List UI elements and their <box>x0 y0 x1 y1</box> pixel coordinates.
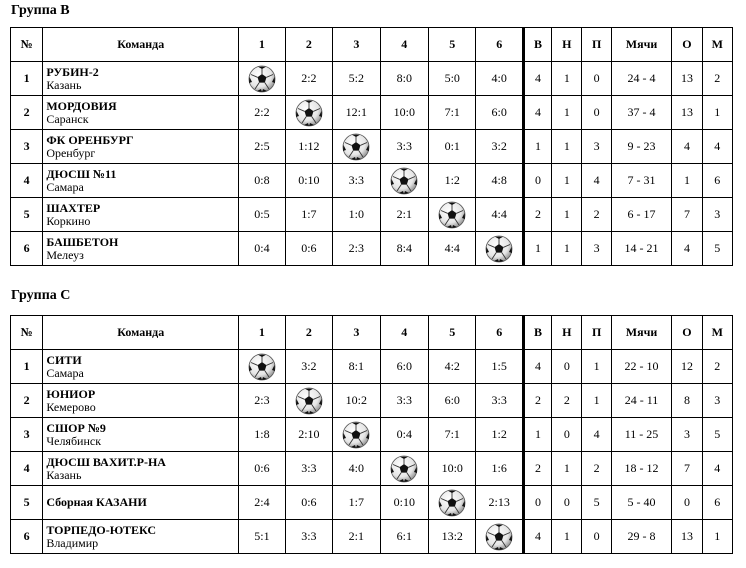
soccer-ball-icon <box>390 167 418 195</box>
self-match-cell <box>380 164 428 198</box>
header-draws: Н <box>552 28 582 62</box>
team-city: Саранск <box>46 111 89 126</box>
goals: 14 - 21 <box>611 232 672 266</box>
team-cell <box>43 62 239 96</box>
points: 4 <box>672 232 702 266</box>
header-game-3: 3 <box>333 316 380 350</box>
match-result: 4:0 <box>476 62 523 96</box>
match-result: 6:1 <box>380 520 428 554</box>
place: 4 <box>702 452 732 486</box>
goals: 18 - 12 <box>611 452 672 486</box>
team-name: БАШБЕТОН <box>46 234 119 249</box>
table-row <box>11 232 733 266</box>
goals: 29 - 8 <box>611 520 672 554</box>
match-result: 3:3 <box>380 384 428 418</box>
losses: 4 <box>582 418 611 452</box>
match-result: 2:10 <box>285 418 332 452</box>
match-result: 8:1 <box>333 350 380 384</box>
place: 2 <box>702 350 732 384</box>
points: 3 <box>672 418 702 452</box>
soccer-ball-icon <box>295 99 323 127</box>
wins: 4 <box>523 520 551 554</box>
match-result: 5:2 <box>333 62 380 96</box>
row-number: 4 <box>11 164 43 198</box>
wins: 4 <box>523 62 551 96</box>
wins: 1 <box>523 418 551 452</box>
self-match-cell <box>380 452 428 486</box>
draws: 1 <box>552 198 582 232</box>
match-result: 0:6 <box>285 232 332 266</box>
place: 5 <box>702 232 732 266</box>
header-game-6: 6 <box>476 28 523 62</box>
match-result: 4:4 <box>429 232 476 266</box>
draws: 0 <box>552 486 582 520</box>
team-city: Челябинск <box>46 433 102 448</box>
team-city: Коркино <box>46 213 91 228</box>
header-num: № <box>11 316 43 350</box>
goals: 9 - 23 <box>611 130 672 164</box>
row-number: 5 <box>11 198 43 232</box>
wins: 1 <box>523 232 551 266</box>
header-losses: П <box>582 28 611 62</box>
match-result: 0:1 <box>429 130 476 164</box>
group-c-title: Группа С <box>11 288 71 303</box>
table-row <box>11 350 733 384</box>
self-match-cell <box>239 62 285 96</box>
self-match-cell <box>476 520 523 554</box>
team-city: Кемерово <box>46 399 96 414</box>
header-game-5: 5 <box>429 316 476 350</box>
match-result: 2:2 <box>239 96 285 130</box>
place: 6 <box>702 486 732 520</box>
team-city: Казань <box>46 467 82 482</box>
self-match-cell <box>239 350 285 384</box>
wins: 2 <box>523 198 551 232</box>
table-row <box>11 62 733 96</box>
goals: 24 - 11 <box>611 384 672 418</box>
soccer-ball-icon <box>485 523 513 551</box>
header-game-1: 1 <box>239 28 285 62</box>
match-result: 3:3 <box>285 452 332 486</box>
losses: 0 <box>582 520 611 554</box>
match-result: 10:2 <box>333 384 380 418</box>
place: 4 <box>702 130 732 164</box>
header-game-5: 5 <box>429 28 476 62</box>
match-result: 1:12 <box>285 130 332 164</box>
match-result: 7:1 <box>429 418 476 452</box>
table-row <box>11 130 733 164</box>
header-draws: Н <box>552 316 582 350</box>
draws: 1 <box>552 232 582 266</box>
table-row <box>11 198 733 232</box>
row-number: 6 <box>11 232 43 266</box>
table-row <box>11 96 733 130</box>
losses: 1 <box>582 350 611 384</box>
team-name: ФК ОРЕНБУРГ <box>46 132 134 147</box>
match-result: 8:4 <box>380 232 428 266</box>
self-match-cell <box>476 232 523 266</box>
match-result: 3:3 <box>285 520 332 554</box>
team-city: Мелеуз <box>46 247 84 262</box>
match-result: 2:3 <box>333 232 380 266</box>
losses: 1 <box>582 384 611 418</box>
goals: 37 - 4 <box>611 96 672 130</box>
wins: 0 <box>523 164 551 198</box>
points: 8 <box>672 384 702 418</box>
points: 13 <box>672 62 702 96</box>
header-team: Команда <box>43 28 239 62</box>
header-goals: Мячи <box>611 316 672 350</box>
match-result: 6:0 <box>380 350 428 384</box>
match-result: 0:8 <box>239 164 285 198</box>
team-name: РУБИН-2 <box>46 64 99 79</box>
match-result: 1:2 <box>476 418 523 452</box>
header-game-2: 2 <box>285 28 332 62</box>
header-game-6: 6 <box>476 316 523 350</box>
header-team: Команда <box>43 316 239 350</box>
match-result: 5:0 <box>429 62 476 96</box>
self-match-cell <box>429 198 476 232</box>
match-result: 0:10 <box>380 486 428 520</box>
match-result: 6:0 <box>476 96 523 130</box>
self-match-cell <box>285 96 332 130</box>
table-row <box>11 164 733 198</box>
team-city: Самара <box>46 179 84 194</box>
goals: 5 - 40 <box>611 486 672 520</box>
header-game-2: 2 <box>285 316 332 350</box>
match-result: 2:13 <box>476 486 523 520</box>
place: 5 <box>702 418 732 452</box>
header-row <box>11 316 733 350</box>
header-game-1: 1 <box>239 316 285 350</box>
team-name: ДЮСШ ВАХИТ.Р-НА <box>46 454 166 469</box>
draws: 0 <box>552 418 582 452</box>
match-result: 1:7 <box>285 198 332 232</box>
place: 2 <box>702 62 732 96</box>
match-result: 4:4 <box>476 198 523 232</box>
header-goals: Мячи <box>611 28 672 62</box>
self-match-cell <box>333 130 380 164</box>
match-result: 1:0 <box>333 198 380 232</box>
wins: 1 <box>523 130 551 164</box>
losses: 3 <box>582 130 611 164</box>
draws: 0 <box>552 350 582 384</box>
row-number: 2 <box>11 96 43 130</box>
header-losses: П <box>582 316 611 350</box>
wins: 4 <box>523 96 551 130</box>
self-match-cell <box>429 486 476 520</box>
team-name: ТОРПЕДО-ЮТЕКС <box>46 522 157 537</box>
points: 0 <box>672 486 702 520</box>
soccer-ball-icon <box>342 421 370 449</box>
soccer-ball-icon <box>248 353 276 381</box>
team-cell <box>43 350 239 384</box>
group-b-title: Группа В <box>11 3 70 18</box>
match-result: 13:2 <box>429 520 476 554</box>
wins: 2 <box>523 384 551 418</box>
match-result: 3:2 <box>285 350 332 384</box>
self-match-cell <box>333 418 380 452</box>
match-result: 4:0 <box>333 452 380 486</box>
team-name: СИТИ <box>46 352 82 367</box>
header-points: О <box>672 316 702 350</box>
team-name: ЮНИОР <box>46 386 96 401</box>
match-result: 3:2 <box>476 130 523 164</box>
match-result: 2:1 <box>333 520 380 554</box>
match-result: 0:6 <box>239 452 285 486</box>
row-number: 3 <box>11 418 43 452</box>
goals: 6 - 17 <box>611 198 672 232</box>
team-cell <box>43 520 239 554</box>
match-result: 10:0 <box>429 452 476 486</box>
points: 4 <box>672 130 702 164</box>
match-result: 2:1 <box>380 198 428 232</box>
goals: 22 - 10 <box>611 350 672 384</box>
row-number: 1 <box>11 62 43 96</box>
row-number: 2 <box>11 384 43 418</box>
goals: 7 - 31 <box>611 164 672 198</box>
match-result: 4:8 <box>476 164 523 198</box>
table-row <box>11 384 733 418</box>
match-result: 3:3 <box>476 384 523 418</box>
row-number: 4 <box>11 452 43 486</box>
team-cell <box>43 486 239 520</box>
match-result: 1:7 <box>333 486 380 520</box>
place: 1 <box>702 520 732 554</box>
team-city: Владимир <box>46 535 99 550</box>
match-result: 0:5 <box>239 198 285 232</box>
match-result: 10:0 <box>380 96 428 130</box>
team-name: СШОР №9 <box>46 420 106 435</box>
header-game-4: 4 <box>380 28 428 62</box>
place: 3 <box>702 198 732 232</box>
team-name: Сборная КАЗАНИ <box>46 495 147 509</box>
losses: 5 <box>582 486 611 520</box>
losses: 3 <box>582 232 611 266</box>
team-cell <box>43 418 239 452</box>
team-name: МОРДОВИЯ <box>46 98 117 113</box>
match-result: 2:2 <box>285 62 332 96</box>
team-cell <box>43 198 239 232</box>
header-num: № <box>11 28 43 62</box>
row-number: 3 <box>11 130 43 164</box>
match-result: 5:1 <box>239 520 285 554</box>
losses: 0 <box>582 96 611 130</box>
place: 6 <box>702 164 732 198</box>
place: 1 <box>702 96 732 130</box>
draws: 1 <box>552 452 582 486</box>
goals: 11 - 25 <box>611 418 672 452</box>
team-cell <box>43 164 239 198</box>
points: 12 <box>672 350 702 384</box>
table-row <box>11 452 733 486</box>
match-result: 2:5 <box>239 130 285 164</box>
match-result: 2:4 <box>239 486 285 520</box>
soccer-ball-icon <box>438 489 466 517</box>
header-place: М <box>702 316 732 350</box>
header-game-4: 4 <box>380 316 428 350</box>
match-result: 2:3 <box>239 384 285 418</box>
match-result: 1:5 <box>476 350 523 384</box>
team-city: Оренбург <box>46 145 96 160</box>
team-cell <box>43 452 239 486</box>
row-number: 6 <box>11 520 43 554</box>
match-result: 0:10 <box>285 164 332 198</box>
row-number: 1 <box>11 350 43 384</box>
table-row <box>11 418 733 452</box>
losses: 2 <box>582 452 611 486</box>
draws: 1 <box>552 164 582 198</box>
group-b-table <box>10 27 733 266</box>
team-cell <box>43 384 239 418</box>
match-result: 4:2 <box>429 350 476 384</box>
match-result: 0:4 <box>239 232 285 266</box>
table-row <box>11 486 733 520</box>
team-city: Самара <box>46 365 84 380</box>
team-name: ШАХТЕР <box>46 200 101 215</box>
row-number: 5 <box>11 486 43 520</box>
points: 7 <box>672 452 702 486</box>
points: 7 <box>672 198 702 232</box>
soccer-ball-icon <box>295 387 323 415</box>
team-cell <box>43 232 239 266</box>
wins: 0 <box>523 486 551 520</box>
points: 13 <box>672 96 702 130</box>
table-row <box>11 520 733 554</box>
points: 13 <box>672 520 702 554</box>
match-result: 0:4 <box>380 418 428 452</box>
place: 3 <box>702 384 732 418</box>
team-name: ДЮСШ №11 <box>46 166 117 181</box>
match-result: 1:8 <box>239 418 285 452</box>
header-place: М <box>702 28 732 62</box>
team-cell <box>43 96 239 130</box>
self-match-cell <box>285 384 332 418</box>
draws: 1 <box>552 62 582 96</box>
points: 1 <box>672 164 702 198</box>
header-wins: В <box>523 28 551 62</box>
team-city: Казань <box>46 77 82 92</box>
soccer-ball-icon <box>390 455 418 483</box>
draws: 2 <box>552 384 582 418</box>
match-result: 1:6 <box>476 452 523 486</box>
losses: 0 <box>582 62 611 96</box>
losses: 2 <box>582 198 611 232</box>
header-row <box>11 28 733 62</box>
match-result: 0:6 <box>285 486 332 520</box>
goals: 24 - 4 <box>611 62 672 96</box>
match-result: 6:0 <box>429 384 476 418</box>
wins: 4 <box>523 350 551 384</box>
match-result: 1:2 <box>429 164 476 198</box>
soccer-ball-icon <box>248 65 276 93</box>
header-wins: В <box>523 316 551 350</box>
draws: 1 <box>552 520 582 554</box>
match-result: 12:1 <box>333 96 380 130</box>
header-points: О <box>672 28 702 62</box>
losses: 4 <box>582 164 611 198</box>
match-result: 3:3 <box>333 164 380 198</box>
draws: 1 <box>552 130 582 164</box>
group-c-table <box>10 315 733 554</box>
soccer-ball-icon <box>485 235 513 263</box>
wins: 2 <box>523 452 551 486</box>
draws: 1 <box>552 96 582 130</box>
match-result: 3:3 <box>380 130 428 164</box>
team-cell <box>43 130 239 164</box>
header-game-3: 3 <box>333 28 380 62</box>
soccer-ball-icon <box>342 133 370 161</box>
match-result: 7:1 <box>429 96 476 130</box>
match-result: 8:0 <box>380 62 428 96</box>
soccer-ball-icon <box>438 201 466 229</box>
